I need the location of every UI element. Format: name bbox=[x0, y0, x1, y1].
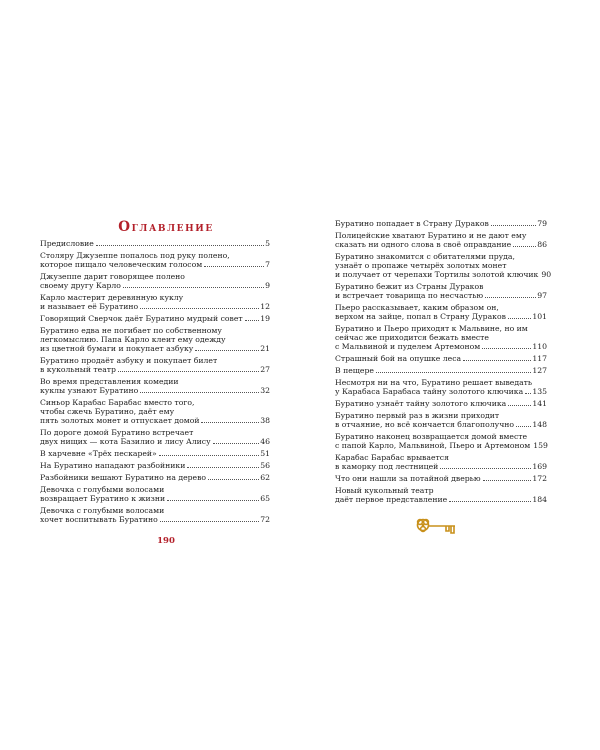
toc-entry[interactable] bbox=[335, 453, 547, 471]
toc-entry[interactable] bbox=[40, 473, 270, 482]
toc-entry-title-line: Буратино первый раз в жизни приходит bbox=[335, 411, 500, 420]
toc-entry-title-line: Страшный бой на опушке леса bbox=[335, 354, 462, 363]
toc-entry-title-line: Новый кукольный театр bbox=[335, 486, 434, 495]
toc-entry[interactable] bbox=[40, 251, 270, 269]
dot-leader bbox=[525, 392, 531, 394]
toc-entry-title-line: Карло мастерит деревянную куклу bbox=[40, 293, 184, 302]
toc-page-number: 101 bbox=[532, 312, 547, 321]
toc-entry[interactable] bbox=[335, 354, 547, 363]
dot-leader bbox=[376, 371, 531, 373]
toc-page-number: 117 bbox=[532, 354, 547, 363]
toc-entry-title-line: в кукольный театр bbox=[40, 365, 116, 374]
toc-entry-title-line: По дороге домой Буратино встречает bbox=[40, 428, 194, 437]
dot-leader bbox=[508, 404, 531, 406]
dot-leader bbox=[513, 245, 536, 247]
toc-page-number: 86 bbox=[537, 240, 547, 249]
toc-entry[interactable] bbox=[40, 461, 270, 470]
toc-page-number: 127 bbox=[532, 366, 547, 375]
toc-entry-title-line: Пьеро рассказывает, каким образом он, bbox=[335, 303, 499, 312]
toc-page-number: 172 bbox=[532, 474, 547, 483]
toc-entry-title-line: хочет воспитывать Буратино bbox=[40, 515, 158, 524]
toc-entry-title-line: легкомыслию. Папа Карло клеит ему одежду bbox=[40, 335, 226, 344]
toc-entry-title-line: Говорящий Сверчок даёт Буратино мудрый совет bbox=[40, 314, 243, 323]
dot-leader bbox=[483, 479, 532, 481]
toc-entry[interactable] bbox=[335, 324, 547, 351]
toc-entry-title-line: Разбойники вешают Буратино на дерево bbox=[40, 473, 207, 482]
page-number: 190 bbox=[157, 536, 175, 546]
toc-entry-title-line: Синьор Карабас Барабас вместо того, bbox=[40, 398, 195, 407]
toc-entry[interactable] bbox=[335, 366, 547, 375]
toc-entry[interactable] bbox=[40, 506, 270, 524]
toc-page-number: 141 bbox=[532, 399, 547, 408]
dot-leader bbox=[160, 520, 259, 522]
toc-entry-title-line: возвращает Буратино к жизни bbox=[40, 494, 166, 503]
dot-leader bbox=[508, 317, 531, 319]
dot-leader bbox=[463, 359, 531, 361]
toc-entry[interactable] bbox=[335, 411, 547, 429]
toc-entry-title-line: пять золотых монет и отпускает домой bbox=[40, 416, 200, 425]
dot-leader bbox=[159, 454, 259, 456]
dot-leader bbox=[140, 391, 259, 393]
toc-entry[interactable] bbox=[40, 314, 270, 323]
toc-page-number: 38 bbox=[260, 416, 270, 425]
toc-entry[interactable] bbox=[40, 293, 270, 311]
toc-entry[interactable] bbox=[40, 377, 270, 395]
toc-entry-title-line: сказать ни одного слова в своё оправдание bbox=[335, 240, 512, 249]
toc-page-number: 56 bbox=[260, 461, 270, 470]
toc-page-number: 110 bbox=[532, 342, 547, 351]
toc-entry-title-line: В харчевне «Трёх пескарей» bbox=[40, 449, 157, 458]
toc-page-number: 169 bbox=[532, 462, 547, 471]
toc-entry-title-line: куклы узнают Буратино bbox=[40, 386, 139, 395]
toc-entry[interactable] bbox=[40, 398, 270, 425]
toc-entry-title-line: узнаёт о пропаже четырёх золотых монет bbox=[335, 261, 507, 270]
toc-entry[interactable] bbox=[335, 303, 547, 321]
dot-leader bbox=[123, 286, 264, 288]
dot-leader bbox=[187, 466, 259, 468]
toc-entry[interactable] bbox=[335, 252, 552, 279]
toc-entry-title-line: Карабас Барабас врывается bbox=[335, 453, 449, 462]
toc-entry-title-line: которое пищало человеческим голосом bbox=[40, 260, 203, 269]
toc-entry[interactable] bbox=[40, 356, 270, 374]
toc-entry[interactable] bbox=[40, 326, 270, 353]
toc-page-number: 27 bbox=[260, 365, 270, 374]
toc-entry[interactable] bbox=[335, 219, 547, 228]
toc-page-number: 12 bbox=[260, 302, 270, 311]
toc-entry-title-line: В пещере bbox=[335, 366, 374, 375]
toc-page-number: 90 bbox=[541, 270, 552, 279]
toc-entry-title-line: На Буратино нападают разбойники bbox=[40, 461, 186, 470]
dot-leader bbox=[96, 244, 264, 246]
toc-entry-title-line: Девочка с голубыми волосами bbox=[40, 506, 165, 515]
toc-left-column bbox=[40, 239, 270, 527]
toc-entry-title-line: своему другу Карло bbox=[40, 281, 121, 290]
dot-leader bbox=[118, 370, 259, 372]
toc-entry-title-line: Джузеппе дарит говорящее полено bbox=[40, 272, 185, 281]
dot-leader bbox=[195, 349, 259, 351]
toc-page-number: 65 bbox=[260, 494, 270, 503]
toc-entry[interactable] bbox=[40, 485, 270, 503]
toc-entry-title-line: в каморку под лестницей bbox=[335, 462, 439, 471]
dot-leader bbox=[213, 442, 260, 444]
toc-page-number: 32 bbox=[260, 386, 270, 395]
toc-page-number: 5 bbox=[265, 239, 270, 248]
toc-page-number: 159 bbox=[533, 441, 548, 450]
dot-leader bbox=[449, 500, 531, 502]
toc-entry-title-line: Предисловие bbox=[40, 239, 94, 248]
toc-page-number: 72 bbox=[260, 515, 270, 524]
toc-entry-title-line: Буратино и Пьеро приходят к Мальвине, но им bbox=[335, 324, 528, 333]
toc-entry[interactable] bbox=[335, 474, 547, 483]
toc-entry[interactable] bbox=[40, 272, 270, 290]
toc-page-number: 19 bbox=[260, 314, 270, 323]
dot-leader bbox=[440, 467, 531, 469]
toc-page-number: 51 bbox=[260, 449, 270, 458]
dot-leader bbox=[482, 347, 531, 349]
toc-entry-title-line: Несмотря ни на что, Буратино решает выведать bbox=[335, 378, 533, 387]
toc-entry[interactable] bbox=[40, 449, 270, 458]
toc-right-column bbox=[335, 219, 552, 507]
toc-entry-title-line: с Мальвиной и пуделем Артемоном bbox=[335, 342, 481, 351]
toc-page-number: 135 bbox=[532, 387, 547, 396]
toc-entry-title-line: верхом на зайце, попал в Страну Дураков bbox=[335, 312, 506, 321]
dot-leader bbox=[204, 265, 264, 267]
dot-leader bbox=[208, 478, 259, 480]
toc-entry-title-line: и встречает товарища по несчастью bbox=[335, 291, 484, 300]
dot-leader bbox=[140, 307, 259, 309]
dot-leader bbox=[201, 421, 259, 423]
toc-page-number: 62 bbox=[260, 473, 270, 482]
toc-entry-title-line: чтобы сжечь Буратино, даёт ему bbox=[40, 407, 175, 416]
page-title: Оглавление bbox=[118, 219, 214, 235]
toc-entry-title-line: из цветной бумаги и покупает азбуку bbox=[40, 344, 194, 353]
toc-entry-title-line: и называет её Буратино bbox=[40, 302, 139, 311]
toc-entry-title-line: Буратино наконец возвращается домой вместе bbox=[335, 432, 528, 441]
toc-entry-title-line: Во время представления комедии bbox=[40, 377, 179, 386]
toc-page-number: 46 bbox=[260, 437, 270, 446]
toc-entry-title-line: у Карабаса Барабаса тайну золотого ключика bbox=[335, 387, 524, 396]
toc-page-number: 148 bbox=[532, 420, 547, 429]
toc-entry-title-line: Столяру Джузеппе попалось под руку полено, bbox=[40, 251, 230, 260]
toc-entry[interactable] bbox=[40, 428, 270, 446]
golden-key-icon bbox=[415, 516, 461, 538]
toc-entry[interactable] bbox=[335, 231, 547, 249]
dot-leader bbox=[516, 425, 531, 427]
toc-entry[interactable] bbox=[335, 486, 547, 504]
toc-page-number: 21 bbox=[260, 344, 270, 353]
toc-entry-title-line: двух нищих — кота Базилио и лису Алису bbox=[40, 437, 211, 446]
toc-entry-title-line: Буратино бежит из Страны Дураков bbox=[335, 282, 484, 291]
toc-entry-title-line: Буратино продаёт азбуку и покупает билет bbox=[40, 356, 218, 365]
toc-entry-title-line: Буратино знакомится с обитателями пруда, bbox=[335, 252, 515, 261]
toc-entry-title-line: Что они нашли за потайной дверью bbox=[335, 474, 481, 483]
toc-entry-title-line: с папой Карло, Мальвиной, Пьеро и Артемоном bbox=[335, 441, 531, 450]
toc-entry-title-line: Полицейские хватают Буратино и не дают ему bbox=[335, 231, 527, 240]
toc-entry[interactable] bbox=[335, 282, 547, 300]
toc-page-number: 9 bbox=[265, 281, 270, 290]
toc-entry-title-line: Буратино едва не погибает по собственному bbox=[40, 326, 222, 335]
toc-entry-title-line: Буратино попадает в Страну Дураков bbox=[335, 219, 489, 228]
dot-leader bbox=[245, 319, 260, 321]
toc-entry-title-line: даёт первое представление bbox=[335, 495, 448, 504]
dot-leader bbox=[485, 296, 536, 298]
toc-entry-title-line: сейчас же приходится бежать вместе bbox=[335, 333, 489, 342]
toc-entry-title-line: Девочка с голубыми волосами bbox=[40, 485, 165, 494]
dot-leader bbox=[167, 499, 259, 501]
toc-entry[interactable] bbox=[335, 432, 547, 450]
toc-entry[interactable] bbox=[40, 239, 270, 248]
toc-entry[interactable] bbox=[335, 378, 547, 396]
dot-leader bbox=[491, 224, 536, 226]
toc-page-number: 79 bbox=[537, 219, 547, 228]
toc-page-number: 7 bbox=[265, 260, 270, 269]
toc-entry[interactable] bbox=[335, 399, 547, 408]
toc-entry-title-line: в отчаяние, но всё кончается благополучно bbox=[335, 420, 515, 429]
toc-entry-title-line: Буратино узнаёт тайну золотого ключика bbox=[335, 399, 507, 408]
toc-entry-title-line: и получает от черепахи Тортилы золотой ключик bbox=[335, 270, 539, 279]
toc-page-number: 97 bbox=[537, 291, 547, 300]
toc-page-number: 184 bbox=[532, 495, 547, 504]
